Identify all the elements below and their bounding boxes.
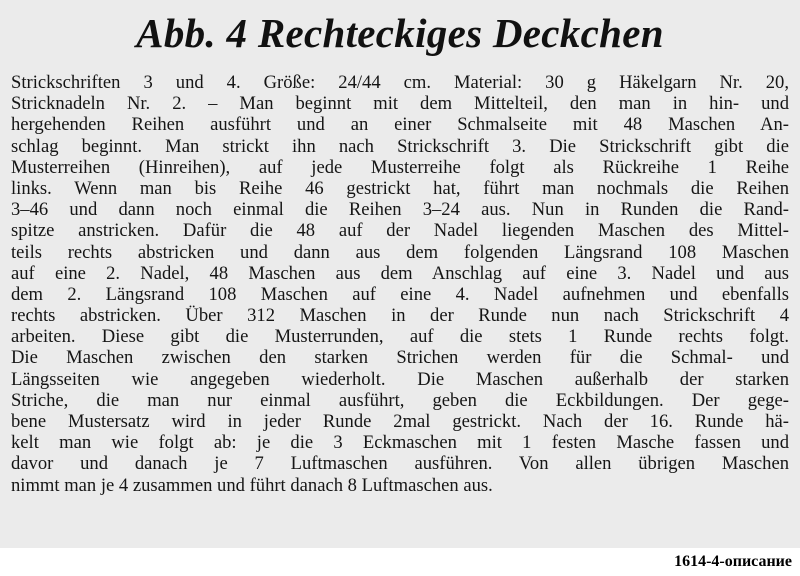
text-line: links. Wenn man bis Reihe 46 gestrickt hat, führt man nochmals die Reihen [11,177,789,199]
text-line: nimmt man je 4 zusammen und führt danach 8 Luftmaschen aus. [11,474,493,496]
text-line: Die Maschen zwischen den starken Strichen werden für die Schmal- und [11,347,789,369]
text-line: teils rechts abstricken und dann aus dem folgenden Längsrand 108 Maschen [11,241,789,263]
text-line: davor und danach je 7 Luftmaschen ausführen. Von allen übrigen Maschen [11,453,789,475]
text-line: rechts abstricken. Über 312 Maschen in der Runde nun nach Strickschrift 4 [11,305,789,327]
text-line: kelt man wie folgt ab: je die 3 Eckmaschen mit 1 festen Masche fassen und [11,432,789,454]
image-caption: 1614-4-описание [674,553,792,570]
text-line: Stricknadeln Nr. 2. – Man beginnt mit dem Mittelteil, den man in hin- und [11,93,789,115]
instructions-text [11,72,789,496]
text-line: Striche, die man nur einmal ausführt, geben die Eckbildungen. Der gege- [11,389,789,411]
text-line: dem 2. Längsrand 108 Maschen auf eine 4. Nadel aufnehmen und ebenfalls [11,283,789,305]
text-line: schlag beginnt. Man strickt ihn nach Strickschrift 3. Die Strickschrift gibt die [11,135,789,157]
text-line: auf eine 2. Nadel, 48 Maschen aus dem Anschlag auf eine 3. Nadel und aus [11,262,789,284]
page-title: Abb. 4 Rechteckiges Deckchen [136,10,664,56]
text-line: 3–46 und dann noch einmal die Reihen 3–24 aus. Nun in Runden die Rand- [11,199,789,221]
text-line: Musterreihen (Hinreihen), auf jede Musterreihe folgt als Rückreihe 1 Reihe [11,156,789,178]
text-line: bene Mustersatz wird in jeder Runde 2mal gestrickt. Nach der 16. Runde hä- [11,411,789,432]
text-line: hergehenden Reihen ausführt und an einer Schmalseite mit 48 Maschen An- [11,114,789,136]
text-line: spitze anstricken. Dafür die 48 auf der Nadel liegenden Maschen des Mittel- [11,220,789,242]
text-line: Längsseiten wie angegeben wiederholt. Die Maschen außerhalb der starken [11,368,789,390]
text-line: Strickschriften 3 und 4. Größe: 24/44 cm. Material: 30 g Häkelgarn Nr. 20, [11,72,789,93]
text-line: arbeiten. Diese gibt die Musterrunden, auf die stets 1 Runde rechts folgt. [11,326,789,348]
